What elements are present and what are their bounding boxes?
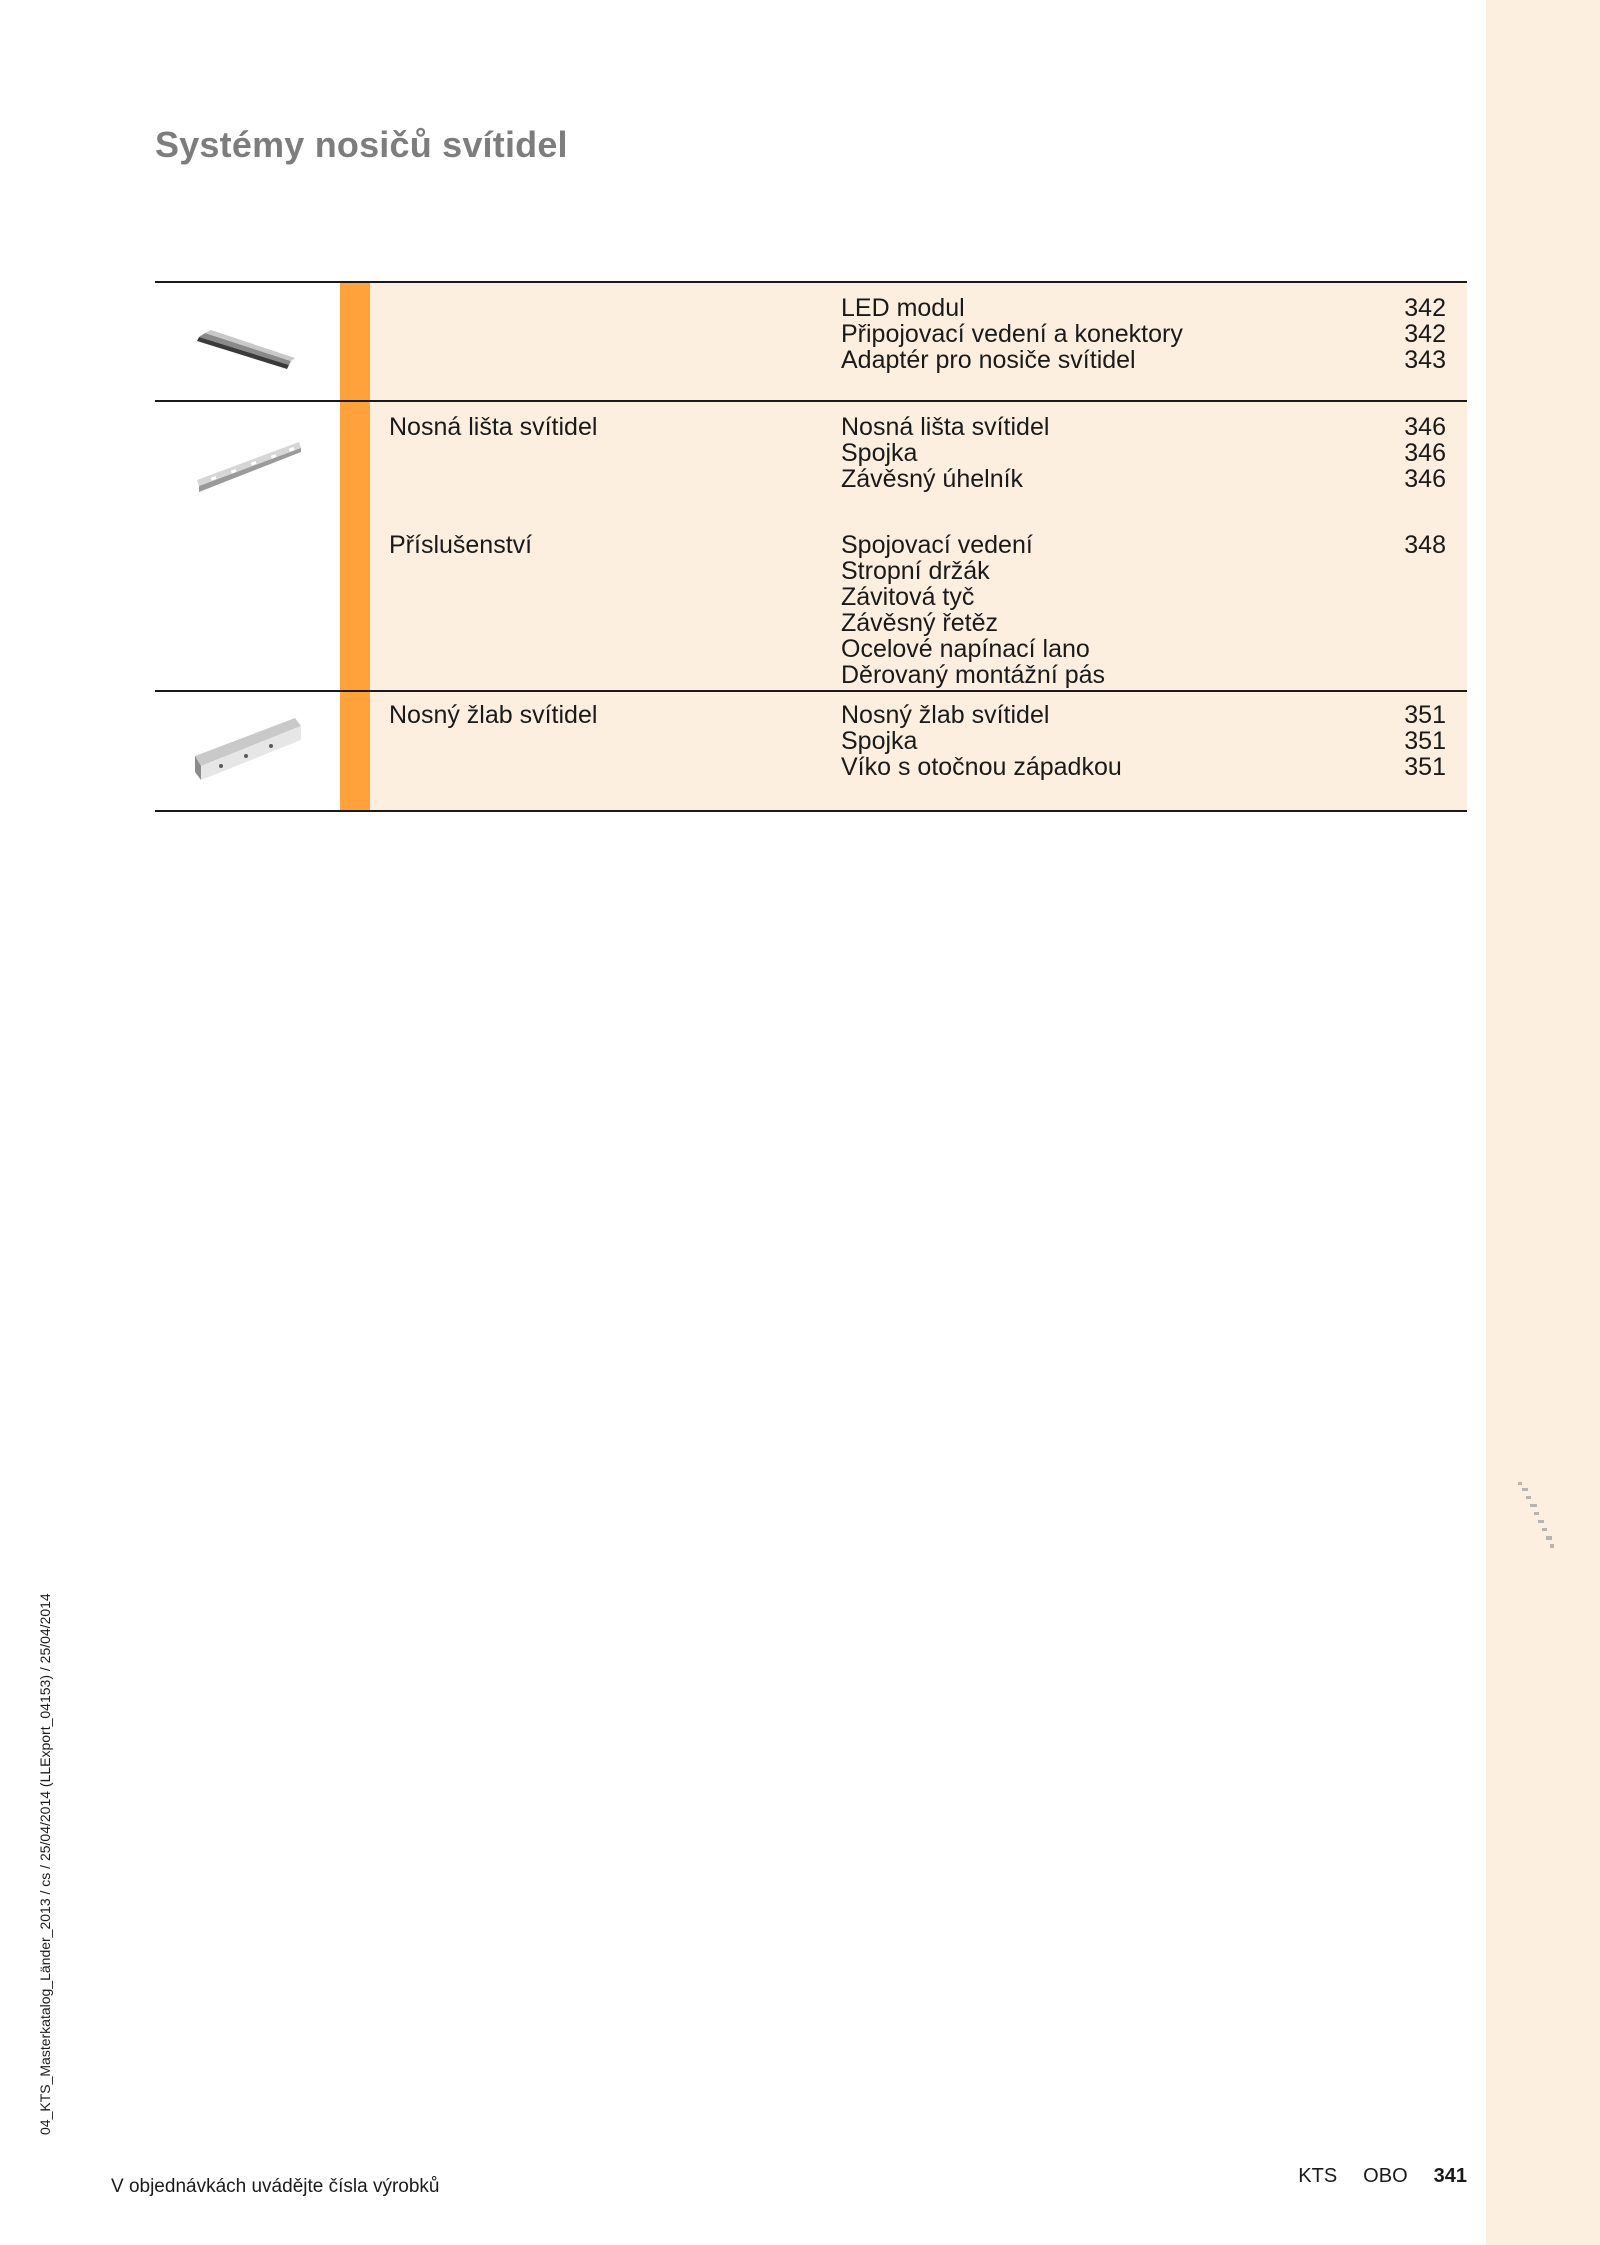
entry-list: [841, 295, 1446, 373]
footer-section-code: KTS: [1298, 2165, 1338, 2187]
entry-title: Adaptér pro nosiče svítidel: [841, 346, 1136, 374]
footer-brand: OBO: [1363, 2165, 1408, 2187]
entry-list: [841, 414, 1446, 492]
entry-page: 342: [1404, 294, 1446, 322]
entry-title: Závěsný úhelník: [841, 465, 1024, 493]
accent-bar: [340, 283, 370, 400]
toc-entry[interactable]: [841, 532, 1446, 558]
footer-pagination: [1298, 2165, 1467, 2188]
toc-entry[interactable]: [841, 584, 1446, 610]
entry-page: 346: [1404, 413, 1446, 441]
toc-entry[interactable]: [841, 702, 1446, 728]
toc-entry[interactable]: [841, 558, 1446, 584]
page-title: Systémy nosičů svítidel: [155, 124, 568, 165]
entry-title: Závěsný řetěz: [841, 609, 999, 637]
entry-page: 351: [1404, 727, 1446, 755]
entry-title: Děrovaný montážní pás: [841, 661, 1106, 689]
toc-entry[interactable]: [841, 295, 1446, 321]
entry-list: [841, 532, 1446, 688]
entry-title: Spojka: [841, 439, 918, 467]
group-label: Nosná lišta svítidel: [389, 413, 598, 441]
entry-title: Spojovací vedení: [841, 531, 1033, 559]
led-light-strip-image: [191, 303, 303, 383]
side-band: [1486, 0, 1600, 2245]
toc-entry[interactable]: [841, 466, 1446, 492]
entry-title: Ocelové napínací lano: [841, 635, 1090, 663]
group-label: Příslušenství: [389, 531, 533, 559]
accent-bar: [340, 402, 370, 690]
entry-page: 348: [1404, 531, 1446, 559]
toc-entry[interactable]: [841, 610, 1446, 636]
toc-entry[interactable]: [841, 754, 1446, 780]
entry-list: [841, 702, 1446, 780]
entry-title: Víko s otočnou západkou: [841, 753, 1122, 781]
table-of-contents: [155, 281, 1467, 812]
toc-entry[interactable]: [841, 347, 1446, 373]
document-code: 04_KTS_Masterkatalog_Länder_2013 / cs / 25/04/2014 (LLExport_04153) / 25/04/2014: [37, 1593, 53, 2135]
entry-title: Stropní držák: [841, 557, 990, 585]
entry-page: 343: [1404, 346, 1446, 374]
entry-title: LED modul: [841, 294, 965, 322]
mounting-rail-image: [191, 422, 303, 502]
group-label: Nosný žlab svítidel: [389, 701, 598, 729]
entry-title: Nosná lišta svítidel: [841, 413, 1050, 441]
footer-note: V objednávkách uvádějte čísla výrobků: [111, 2176, 440, 2197]
watermark-mark: [1512, 1478, 1560, 1554]
entry-page: 351: [1404, 701, 1446, 729]
toc-entry[interactable]: [841, 636, 1446, 662]
toc-section-mounting-rail: [155, 400, 1467, 690]
entry-page: 342: [1404, 320, 1446, 348]
toc-section-cable-tray: [155, 690, 1467, 812]
toc-section-led: [155, 281, 1467, 400]
toc-entry[interactable]: [841, 414, 1446, 440]
entry-title: Připojovací vedení a konektory: [841, 320, 1183, 348]
entry-title: Spojka: [841, 727, 918, 755]
entry-page: 346: [1404, 465, 1446, 493]
entry-page: 346: [1404, 439, 1446, 467]
entry-page: 351: [1404, 753, 1446, 781]
accent-bar: [340, 692, 370, 810]
page-number: 341: [1433, 2165, 1467, 2187]
entry-title: Závitová tyč: [841, 583, 975, 611]
toc-entry[interactable]: [841, 440, 1446, 466]
entry-title: Nosný žlab svítidel: [841, 701, 1050, 729]
toc-entry[interactable]: [841, 662, 1446, 688]
toc-entry[interactable]: [841, 321, 1446, 347]
toc-entry[interactable]: [841, 728, 1446, 754]
cable-tray-channel-image: [191, 704, 303, 784]
